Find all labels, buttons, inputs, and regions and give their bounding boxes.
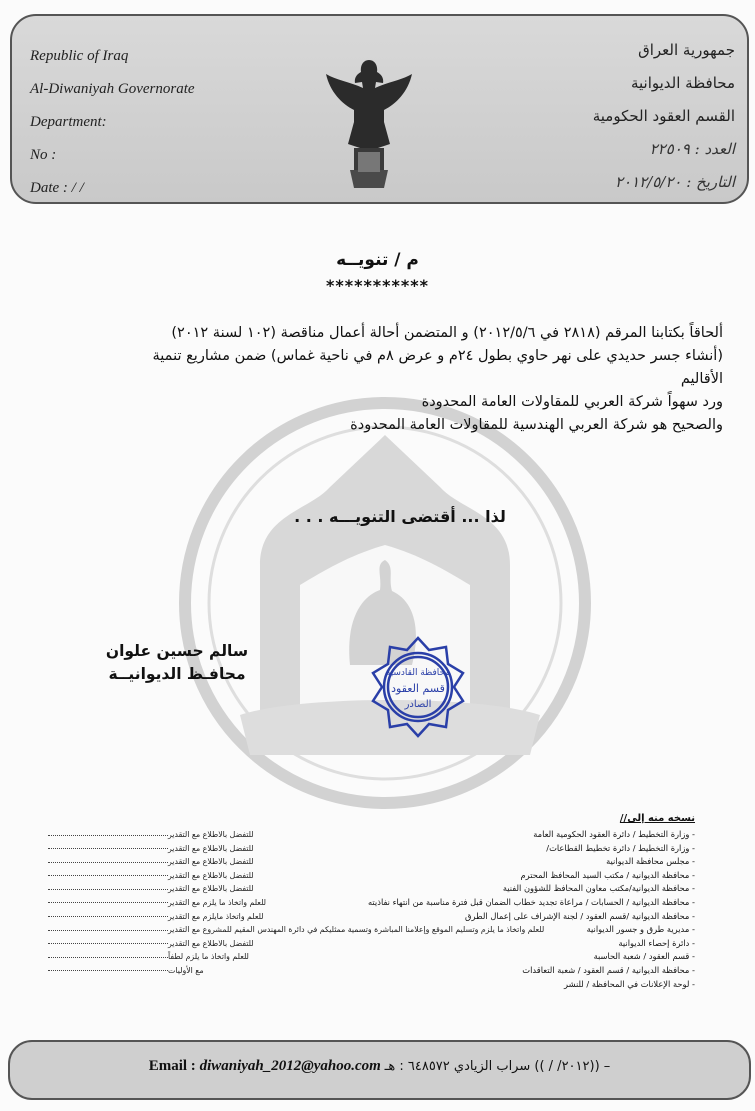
recipient: - محافظة الديوانية/مكتب معاون المحافظ للشؤون الفنية [502,883,695,894]
recipient-note: للعلم واتخاذ ما يلزم وتسليم الموقع وإعلامنا المباشرة وتسمية ممثليكم في دائرة المهندس المقيم للمشروع مع التقدير [45,923,544,937]
email-address[interactable]: diwaniyah_2012@yahoo.com [199,1058,381,1074]
signatory-name: سالم حسين علوان [105,642,249,660]
iraq-eagle-emblem [324,52,414,192]
recipient: - محافظة الديوانية / قسم العقود / شعبة التعاقدات [522,964,695,975]
stamp-text-2: قسم العقود [391,682,445,695]
conclusion: لذا ... أقتضى التنويـــه . . . [294,507,506,526]
copy-recipient-row [45,842,695,856]
recipient-note: للعلم واتخاذ ما يلزم مع التقدير [45,896,266,910]
copy-recipient-row [45,882,695,896]
copy-recipient-row [45,896,695,910]
governorate-en: Al-Diwaniyah Governorate [30,81,195,97]
governorate-ar: محافظة الديوانية [630,74,735,92]
recipient-note: للتفضل بالاطلاع مع التقدير [45,855,254,869]
official-stamp [366,635,470,739]
copy-recipient-row [45,910,695,924]
copy-recipient-row [45,978,695,992]
letterhead [10,14,749,204]
letterhead-arabic [495,34,735,199]
recipient: - محافظة الديوانية / مكتب السيد المحافظ المحترم [520,869,695,880]
letter-date: التاريخ : ٢٠١٢/٥/٢٠ [614,173,735,191]
recipient: - وزارة التخطيط / دائرة تخطيط القطاعات/ [546,842,695,853]
recipient: - مديرية طرق و جسور الديوانية [586,924,695,935]
recipient: - وزارة التخطيط / دائرة العقود الحكومية العامة [533,829,695,839]
copy-recipient-row [45,855,695,869]
body-line: الأقاليم [680,371,723,387]
governorate-watermark-logo [150,395,620,810]
recipient: - قسم العقود / شعبة الحاسبة [593,951,695,962]
email-label: Email : [148,1058,196,1074]
footer-phone-line: – ((٢٠١٢/ / )) سراب الزيادي ٦٤٨٥٧٢ : هـ [384,1059,611,1074]
copy-recipient-row [45,869,695,883]
signatory-title: محافـظ الديوانيــة [108,665,246,683]
body-text [23,322,723,437]
recipient-note: للتفضل بالاطلاع مع التقدير [45,828,254,842]
copy-recipient-row [45,828,695,842]
recipient-note: للعلم واتخاذ ما يلزم لطفاً [45,950,249,964]
recipient: - مجلس محافظة الديوانية [606,856,695,867]
copy-recipient-row [45,937,695,951]
recipient: - محافظة الديوانية /قسم العقود / لجنة الإشراف على إعمال الطرق [465,910,695,921]
footer-content [10,1058,749,1075]
signature-block [92,640,262,686]
recipient-note: للتفضل بالاطلاع مع التقدير [45,869,254,883]
country-ar: جمهورية العراق [638,41,735,59]
body-line: ألحاقاً بكتابنا المرقم (٢٨١٨ في ٢٠١٢/٥/٦) و المتضمن أحالة أعمال مناقصة (١٠٢ لسنة ٢٠١٢) [171,325,723,341]
recipient-note: للتفضل بالاطلاع مع التقدير [45,842,254,856]
letter-number: العدد : ٢٢٥٠٩ [649,140,735,158]
copies-list [45,828,695,991]
recipient-note: للتفضل بالاطلاع مع التقدير [45,937,254,951]
letterhead-english [30,40,290,204]
footer-band [8,1040,751,1100]
copy-recipient-row [45,950,695,964]
recipient: - لوحة الإعلانات في المحافظة / للنشر [564,978,695,989]
copy-recipient-row [45,923,695,937]
recipient: - محافظة الديوانية / الحسابات / مراعاة تجديد خطاب الضمان قبل فترة مناسبة من انتهاء نفاذيته [367,896,695,907]
department-label: Department: [30,114,107,130]
country-en: Republic of Iraq [30,48,129,64]
copy-recipient-row [45,964,695,978]
number-label: No : [30,147,57,163]
body-line: ورد سهواً شركة العربي للمقاولات العامة المحدودة [421,394,723,410]
recipient-note: للعلم واتخاذ مايلزم مع التقدير [45,910,264,924]
body-line: والصحيح هو شركة العربي الهندسية للمقاولات العامة المحدودة [350,417,723,433]
recipient-note: مع الأوليات [45,964,204,978]
title-decoration: *********** [325,276,430,295]
body-line: (أنشاء جسر حديدي على نهر حاوي بطول ٢٤م و عرض ٨م في ناحية غماس) ضمن مشاريع تنمية [152,348,723,364]
date-label: Date : / / [30,180,84,196]
copies-heading: نسخه منه إلى// [619,813,695,824]
document-title: م / تنويــه [336,250,419,270]
department-ar: القسم العقود الحكومية [592,107,735,125]
recipient: - دائرة إحصاء الديوانية [618,937,695,948]
stamp-text-1: محافظة القادسية [385,668,451,678]
recipient-note: للتفضل بالاطلاع مع التقدير [45,882,254,896]
stamp-text-3: الصادر [404,699,432,710]
